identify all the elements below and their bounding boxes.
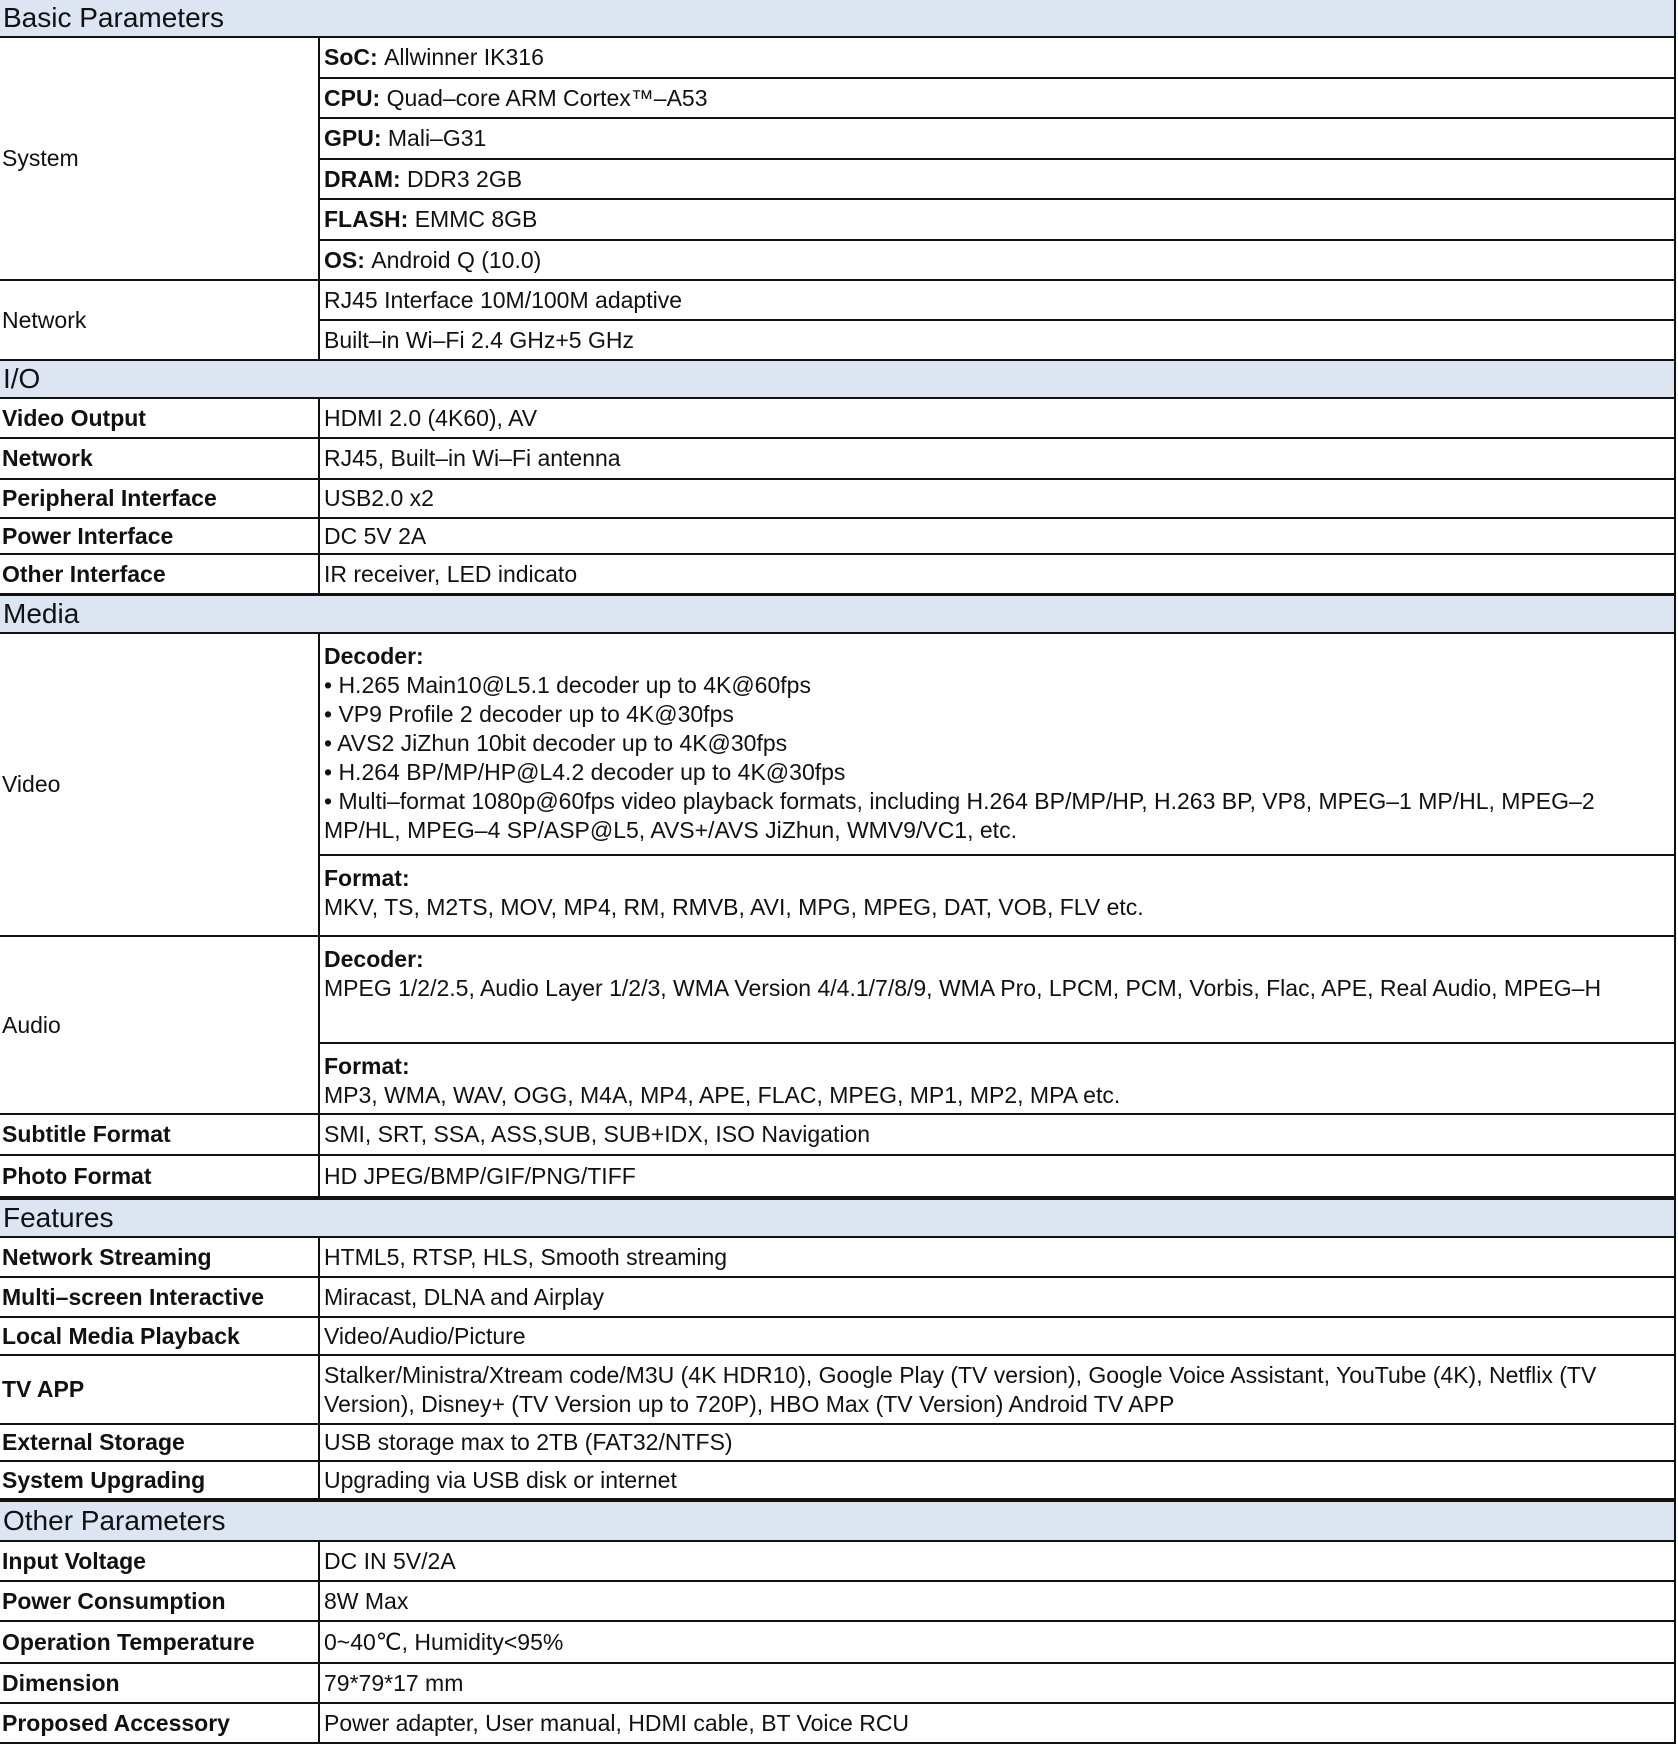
row-value-external-storage: USB storage max to 2TB (FAT32/NTFS) xyxy=(320,1425,1676,1462)
section-io xyxy=(0,359,1676,399)
section-media xyxy=(0,594,1676,634)
row-label-power-interface: Power Interface xyxy=(0,519,320,555)
row-label-dimension: Dimension xyxy=(0,1664,320,1704)
row-value-input-voltage: DC IN 5V/2A xyxy=(320,1542,1676,1582)
row-value-io-network: RJ45, Built–in Wi–Fi antenna xyxy=(320,439,1676,480)
spec-flash xyxy=(320,200,1676,241)
row-label-system: System xyxy=(0,38,320,281)
row-label-other-interface: Other Interface xyxy=(0,555,320,595)
spec-os xyxy=(320,241,1676,281)
decoder-bullet: • AVS2 JiZhun 10bit decoder up to 4K@30fps xyxy=(324,730,788,756)
audio-format-cell xyxy=(320,1044,1676,1115)
decoder-bullet: • H.265 Main10@L5.1 decoder up to 4K@60fps xyxy=(324,672,811,698)
spec-key: FLASH: xyxy=(324,206,409,232)
row-label-local-playback: Local Media Playback xyxy=(0,1318,320,1356)
section-title: Basic Parameters xyxy=(3,2,224,33)
row-label-network: Network xyxy=(0,281,320,361)
format-value: MP3, WMA, WAV, OGG, M4A, MP4, APE, FLAC, MPEG, MP1, MP2, MPA etc. xyxy=(324,1082,1121,1108)
section-title: Other Parameters xyxy=(3,1505,226,1536)
row-value-power-consumption: 8W Max xyxy=(320,1582,1676,1622)
row-label-io-network: Network xyxy=(0,439,320,480)
row-value-dimension: 79*79*17 mm xyxy=(320,1664,1676,1704)
format-value: MKV, TS, M2TS, MOV, MP4, RM, RMVB, AVI, MPG, MPEG, DAT, VOB, FLV etc. xyxy=(324,894,1144,920)
section-title: Media xyxy=(3,598,80,629)
row-label-input-voltage: Input Voltage xyxy=(0,1542,320,1582)
row-value-system-upgrading: Upgrading via USB disk or internet xyxy=(320,1462,1676,1500)
decoder-bullet: • VP9 Profile 2 decoder up to 4K@30fps xyxy=(324,701,734,727)
row-label-streaming: Network Streaming xyxy=(0,1238,320,1278)
row-label-photo: Photo Format xyxy=(0,1156,320,1198)
spec-key: GPU: xyxy=(324,125,382,151)
row-label-power-consumption: Power Consumption xyxy=(0,1582,320,1622)
row-value-multiscreen: Miracast, DLNA and Airplay xyxy=(320,1278,1676,1318)
spec-value: EMMC 8GB xyxy=(414,206,538,232)
row-label-video: Video xyxy=(0,634,320,937)
spec-value: Allwinner IK316 xyxy=(384,44,544,70)
row-value-other-interface: IR receiver, LED indicato xyxy=(320,555,1676,595)
spec-value: Android Q (10.0) xyxy=(371,246,542,273)
row-value-power-interface: DC 5V 2A xyxy=(320,519,1676,555)
row-label-multiscreen: Multi–screen Interactive xyxy=(0,1278,320,1318)
row-value-peripheral: USB2.0 x2 xyxy=(320,480,1676,519)
row-label-operation-temperature: Operation Temperature xyxy=(0,1622,320,1664)
decoder-bullet: • H.264 BP/MP/HP@L4.2 decoder up to 4K@30fps xyxy=(324,759,846,785)
row-value-streaming: HTML5, RTSP, HLS, Smooth streaming xyxy=(320,1238,1676,1278)
spec-cpu xyxy=(320,79,1676,119)
spec-gpu xyxy=(320,119,1676,160)
spec-key: OS: xyxy=(324,246,365,273)
row-value-video-output: HDMI 2.0 (4K60), AV xyxy=(320,399,1676,439)
section-title: I/O xyxy=(3,363,41,394)
row-value-photo: HD JPEG/BMP/GIF/PNG/TIFF xyxy=(320,1156,1676,1198)
spec-network-rj45: RJ45 Interface 10M/100M adaptive xyxy=(320,281,1676,321)
row-value-operation-temperature: 0~40℃, Humidity<95% xyxy=(320,1622,1676,1664)
section-title: Features xyxy=(3,1202,114,1233)
spec-dram xyxy=(320,160,1676,200)
row-value-local-playback: Video/Audio/Picture xyxy=(320,1318,1676,1356)
format-title: Format: xyxy=(324,1053,410,1079)
spec-key: SoC: xyxy=(324,44,378,70)
video-format-cell xyxy=(320,856,1676,937)
spec-soc xyxy=(320,38,1676,79)
decoder-bullet: • Multi–format 1080p@60fps video playback formats, including H.264 BP/MP/HP, H.263 BP, VP8, MPEG–1 MP/HL, MPEG–2 MP/HL, MPEG–4 SP/ASP@L5, AVS+/AVS JiZhun, WMV9/VC1, etc. xyxy=(324,788,1595,843)
row-label-system-upgrading: System Upgrading xyxy=(0,1462,320,1500)
row-label-proposed-accessory: Proposed Accessory xyxy=(0,1704,320,1744)
row-label-peripheral: Peripheral Interface xyxy=(0,480,320,519)
row-label-audio: Audio xyxy=(0,937,320,1115)
row-label-external-storage: External Storage xyxy=(0,1425,320,1462)
row-label-subtitle: Subtitle Format xyxy=(0,1115,320,1156)
row-value-subtitle: SMI, SRT, SSA, ASS,SUB, SUB+IDX, ISO Navigation xyxy=(320,1115,1676,1156)
spec-key: DRAM: xyxy=(324,165,401,192)
spec-value: DDR3 2GB xyxy=(407,165,523,192)
decoder-value: MPEG 1/2/2.5, Audio Layer 1/2/3, WMA Version 4/4.1/7/8/9, WMA Pro, LPCM, PCM, Vorbis, Flac, APE, Real Audio, MPEG–H xyxy=(324,975,1602,1001)
spec-key: CPU: xyxy=(324,84,381,111)
section-other-parameters xyxy=(0,1500,1676,1542)
spec-value: Quad–core ARM Cortex™–A53 xyxy=(386,84,708,111)
decoder-title: Decoder: xyxy=(324,946,424,972)
section-basic-parameters xyxy=(0,0,1676,38)
row-value-tv-app: Stalker/Ministra/Xtream code/M3U (4K HDR10), Google Play (TV version), Google Voice Assistant, YouTube (4K), Netflix (TV Version), Disney+ (TV Version up to 720P), HBO Max (TV Version) Android TV APP xyxy=(320,1356,1676,1425)
row-label-tv-app: TV APP xyxy=(0,1356,320,1425)
audio-decoder-cell xyxy=(320,937,1676,1044)
video-decoder-cell xyxy=(320,634,1676,856)
row-label-video-output: Video Output xyxy=(0,399,320,439)
section-features xyxy=(0,1198,1676,1238)
format-title: Format: xyxy=(324,865,410,891)
row-value-proposed-accessory: Power adapter, User manual, HDMI cable, BT Voice RCU xyxy=(320,1704,1676,1744)
spec-value: Mali–G31 xyxy=(387,125,487,151)
decoder-title: Decoder: xyxy=(324,643,424,669)
spec-network-wifi: Built–in Wi–Fi 2.4 GHz+5 GHz xyxy=(320,321,1676,361)
